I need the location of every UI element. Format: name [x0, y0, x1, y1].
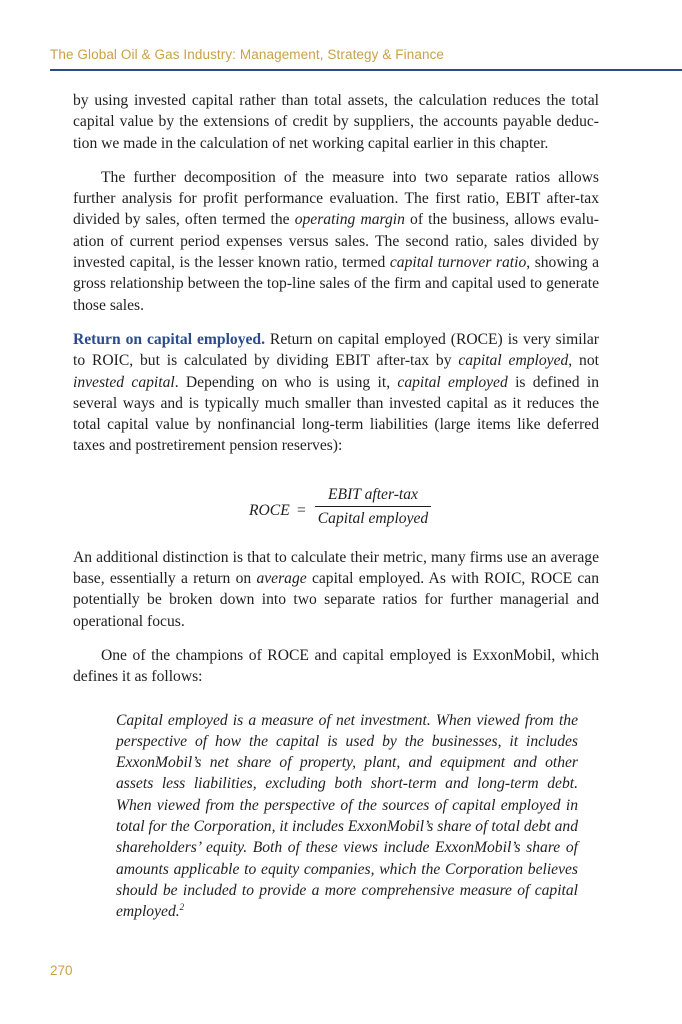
paragraph-3-text-3: . Depending on who is using it, — [174, 373, 398, 391]
quote-text: Capital employed is a measure of net investment. When viewed from the perspective of how the capital is used by the businesses, it includes ExxonMobil’s net share of property, plant, and equipment and other assets less liabilities, excluding both short-term and long-term debt. When viewed from the perspective of the sources of capital employed in total for the Corporation, it includes ExxonMobil’s share of total debt and shareholders’ equity. Both of these views include ExxonMobil’s share of amounts applicable to equity companies, which the Corporation believes should be included to provide a more comprehensive measure of capital employed. — [116, 711, 578, 921]
paragraph-2-text-1: The further decomposition of the measure into two separate ratios allows further analysis for profit performance evaluation. The first ratio, EBIT after-tax divided by sales, often termed the — [73, 168, 599, 229]
equation-fraction-bar — [315, 506, 431, 507]
page-body — [73, 90, 599, 923]
paragraph-4 — [73, 547, 599, 632]
equation-numerator: EBIT after-tax — [328, 485, 418, 503]
term-invested-capital: invested capital — [73, 373, 175, 391]
term-capital-employed-2: capital employed — [397, 373, 508, 391]
roce-equation — [73, 485, 599, 535]
paragraph-4-text-1: An additional distinction is that to calculate their metric, many firms use an average base, essentially a return on — [73, 548, 599, 588]
running-header: The Global Oil & Gas Industry: Management, Strategy & Finance — [50, 47, 445, 62]
equation-equals-sign: = — [297, 501, 306, 519]
paragraph-5: One of the champions of ROCE and capital employed is ExxonMobil, which defines it as follows: — [73, 646, 599, 686]
term-average: average — [256, 570, 307, 588]
paragraph-2-text-2: of the business, allows evaluation of current period expenses versus sales. The second ratio, sales divided by invested capital, is the lesser known ratio, termed — [73, 211, 599, 272]
equation-lhs: ROCE — [249, 501, 290, 519]
footnote-marker[interactable]: 2 — [179, 902, 185, 913]
equation-denominator: Capital employed — [317, 509, 429, 527]
paragraph-2-text-3: , showing a gross relationship between the top-line sales of the firm and capital used to generate those sales. — [73, 254, 599, 314]
equation-fraction — [315, 485, 431, 529]
paragraph-3-text-1: Return on capital employed (ROCE) is very similar to ROIC, but is calculated by dividing EBIT after-tax by — [73, 330, 599, 370]
paragraph-3-text-4: is defined in several ways and is typically much smaller than invested capital as it reduces the total capital value by nonfinancial long-term liabilities (large items like deferred taxes and postretirement pension reserves): — [73, 373, 599, 455]
term-operating-margin: operating margin — [294, 211, 405, 229]
paragraph-3 — [73, 329, 599, 457]
paragraph-2 — [73, 167, 599, 316]
paragraph-4-text-2: capital employed. As with ROIC, ROCE can potentially be broken down into two separate ratios for further managerial and operational focus. — [73, 570, 600, 630]
page-number: 270 — [50, 963, 73, 978]
term-capital-turnover-ratio: capital turnover ratio — [389, 254, 527, 272]
term-capital-employed: capital employed — [458, 352, 569, 370]
exxonmobil-quote — [116, 710, 578, 923]
section-run-head: Return on capital employed. — [73, 330, 265, 348]
header-rule — [50, 69, 682, 71]
paragraph-1: by using invested capital rather than total assets, the calculation reduces the total capital value by the extensions of credit by suppliers, the accounts payable deduction we made in the calculation of net working capital earlier in this chapter. — [73, 92, 599, 152]
paragraph-3-text-2: , not — [568, 352, 599, 370]
